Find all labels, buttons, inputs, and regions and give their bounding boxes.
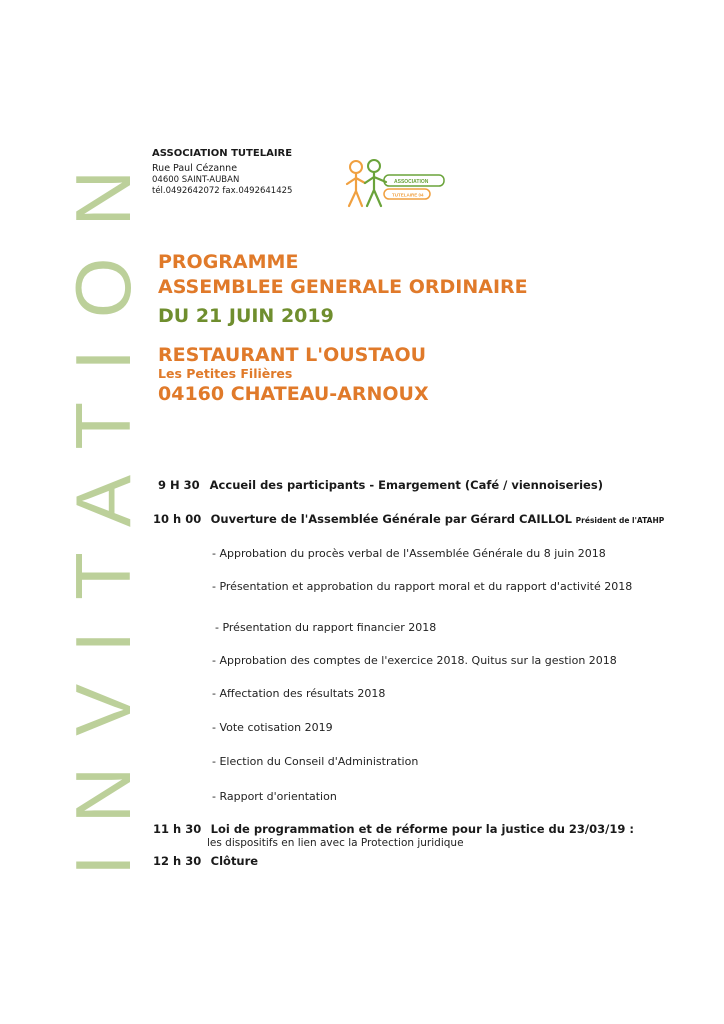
organization-city: 04600 SAINT-AUBAN xyxy=(152,175,240,185)
venue-city: 04160 CHATEAU-ARNOUX xyxy=(158,383,429,405)
people-logo-icon xyxy=(344,158,448,212)
agenda-item: - Election du Conseil d'Administration xyxy=(212,755,419,768)
slot-note: Président de l'ATAHP xyxy=(575,516,665,525)
program-slot-closing xyxy=(153,854,258,868)
slot-text: Accueil des participants - Emargement (Café / viennoiseries) xyxy=(209,478,603,492)
title-programme: PROGRAMME xyxy=(158,251,299,273)
slot-text: Ouverture de l'Assemblée Générale par Gérard CAILLOL xyxy=(210,512,573,526)
organization-street: Rue Paul Cézanne xyxy=(152,163,238,174)
logo-text-line2: TUTELAIRE 04 xyxy=(392,192,424,198)
slot-text: Clôture xyxy=(210,854,259,868)
program-slot-opening xyxy=(153,512,664,526)
slot-subtext: les dispositifs en lien avec la Protection juridique xyxy=(207,837,464,849)
agenda-item: - Approbation des comptes de l'exercice 2018. Quitus sur la gestion 2018 xyxy=(212,654,617,667)
organization-contact: tél.0492642072 fax.0492641425 xyxy=(152,186,293,196)
venue-place: Les Petites Filières xyxy=(158,366,293,381)
title-block xyxy=(158,250,528,329)
logo-text-line1: ASSOCIATION xyxy=(394,179,429,185)
slot-time: 9 H 30 xyxy=(158,478,200,492)
invitation-vertical-text xyxy=(59,168,147,876)
agenda-item: - Vote cotisation 2019 xyxy=(212,721,333,734)
organization-name: ASSOCIATION TUTELAIRE xyxy=(152,148,293,159)
venue-block xyxy=(158,344,429,406)
agenda-item: - Affectation des résultats 2018 xyxy=(212,687,386,700)
agenda-item: - Approbation du procès verbal de l'Assemblée Générale du 8 juin 2018 xyxy=(212,547,606,560)
association-logo xyxy=(344,158,448,212)
title-assembly: ASSEMBLEE GENERALE ORDINAIRE xyxy=(158,276,528,298)
slot-text: Loi de programmation et de réforme pour la justice du 23/03/19 : xyxy=(210,822,634,836)
title-date: DU 21 JUIN 2019 xyxy=(158,305,334,327)
program-slot-arrival xyxy=(158,478,603,492)
slot-time: 10 h 00 xyxy=(153,512,202,526)
agenda-item: - Présentation et approbation du rapport moral et du rapport d'activité 2018 xyxy=(212,580,633,593)
slot-time: 11 h 30 xyxy=(153,822,202,836)
agenda-item: - Présentation du rapport financier 2018 xyxy=(215,621,437,634)
invitation-letters: INVITATION xyxy=(59,170,147,876)
slot-time: 12 h 30 xyxy=(153,854,202,868)
agenda-item: - Rapport d'orientation xyxy=(212,790,337,803)
program-slot-law xyxy=(153,822,634,836)
organization-block xyxy=(152,148,292,197)
venue-name: RESTAURANT L'OUSTAOU xyxy=(158,344,427,366)
